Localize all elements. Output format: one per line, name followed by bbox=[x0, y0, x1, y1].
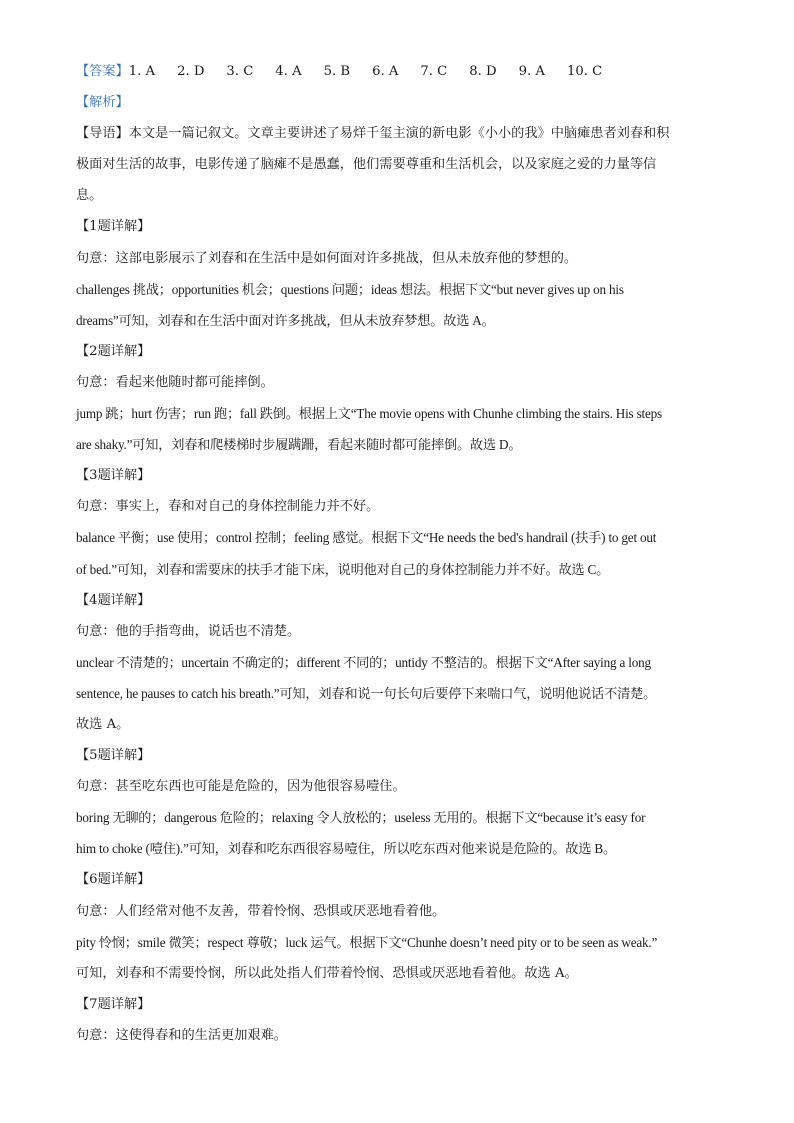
question-6-analysis-line-1: pity 怜悯；smile 微笑；respect 尊敬；luck 运气。根据下文“Chunhe doesn’t need pity or to be seen as weak.” bbox=[76, 934, 658, 950]
question-6-heading: 【6题详解】 bbox=[76, 872, 151, 888]
analysis-heading: 【解析】 bbox=[76, 95, 129, 111]
question-1-heading: 【1题详解】 bbox=[76, 219, 151, 235]
guide-line-3: 息。 bbox=[76, 188, 103, 204]
question-7-translation: 句意：这使得春和的生活更加艰难。 bbox=[76, 1027, 287, 1043]
question-4-explanation bbox=[76, 585, 726, 740]
answer-10: 10. C bbox=[566, 64, 603, 79]
answer-1: 1. A bbox=[128, 64, 156, 79]
guide-paragraph bbox=[76, 118, 726, 211]
answer-8: 8. D bbox=[469, 64, 497, 79]
question-3-explanation bbox=[76, 460, 726, 584]
question-3-heading: 【3题详解】 bbox=[76, 468, 151, 484]
answer-5: 5. B bbox=[323, 64, 351, 79]
answer-6: 6. A bbox=[372, 64, 399, 79]
answer-7: 7. C bbox=[420, 64, 448, 79]
question-5-translation: 句意：甚至吃东西也可能是危险的，因为他很容易噎住。 bbox=[76, 779, 406, 795]
guide-line-2: 极面对生活的故事，电影传递了脑瘫不是愚蠢，他们需要尊重和生活机会，以及家庭之爱的力量等信 bbox=[76, 157, 657, 173]
answer-4: 4. A bbox=[275, 64, 302, 79]
question-3-translation: 句意：事实上，春和对自己的身体控制能力并不好。 bbox=[76, 499, 380, 515]
question-4-analysis-line-2: sentence, he pauses to catch his breath.”可知，刘春和说一句长句后要停下来喘口气，说明他说话不清楚。 bbox=[76, 685, 657, 701]
question-5-explanation bbox=[76, 740, 726, 864]
question-5-heading: 【5题详解】 bbox=[76, 748, 151, 764]
guide-line-1: 【导语】本文是一篇记叙文。文章主要讲述了易烊千玺主演的新电影《小小的我》中脑瘫患者刘春和积 bbox=[76, 126, 670, 142]
question-5-analysis-line-2: him to choke (噎住).”可知，刘春和吃东西很容易噎住，所以吃东西对他来说是危险的。故选 B。 bbox=[76, 841, 616, 857]
answer-explanation-page bbox=[76, 56, 726, 1051]
question-4-analysis-line-3: 故选 A。 bbox=[76, 716, 130, 732]
question-3-analysis-line-1: balance 平衡；use 使用；control 控制；feeling 感觉。根据下文“He needs the bed's handrail (扶手) to get out bbox=[76, 530, 657, 546]
question-1-analysis-line-2: dreams”可知，刘春和在生活中面对许多挑战，但从未放弃梦想。故选 A。 bbox=[76, 312, 495, 328]
question-2-analysis-line-2: are shaky.”可知，刘春和爬楼梯时步履蹒跚，看起来随时都可能摔倒。故选 D。 bbox=[76, 437, 522, 453]
question-4-heading: 【4题详解】 bbox=[76, 592, 151, 608]
question-2-heading: 【2题详解】 bbox=[76, 343, 151, 359]
question-7-explanation bbox=[76, 989, 726, 1051]
question-6-translation: 句意：人们经常对他不友善，带着怜悯、恐惧或厌恶地看着他。 bbox=[76, 903, 446, 919]
answer-9: 9. A bbox=[518, 64, 545, 79]
answer-2: 2. D bbox=[177, 64, 205, 79]
question-1-translation: 句意：这部电影展示了刘春和在生活中是如何面对许多挑战，但从未放弃他的梦想的。 bbox=[76, 250, 578, 266]
answer-tag: 【答案】 bbox=[76, 64, 129, 79]
question-2-translation: 句意：看起来他随时都可能摔倒。 bbox=[76, 374, 274, 390]
question-7-heading: 【7题详解】 bbox=[76, 996, 151, 1012]
question-1-analysis-line-1: challenges 挑战；opportunities 机会；questions 问题；ideas 想法。根据下文“but never gives up on his bbox=[76, 281, 624, 297]
question-4-analysis-line-1: unclear 不清楚的；uncertain 不确定的；different 不同的；untidy 不整洁的。根据下文“After saying a long bbox=[76, 654, 651, 670]
answer-key-line bbox=[76, 56, 726, 87]
question-6-analysis-line-2: 可知，刘春和不需要怜悯，所以此处指人们带着怜悯、恐惧或厌恶地看着他。故选 A。 bbox=[76, 965, 578, 981]
answer-3: 3. C bbox=[226, 64, 254, 79]
question-6-explanation bbox=[76, 864, 726, 988]
question-2-explanation bbox=[76, 336, 726, 460]
question-4-translation: 句意：他的手指弯曲，说话也不清楚。 bbox=[76, 623, 301, 639]
question-5-analysis-line-1: boring 无聊的；dangerous 危险的；relaxing 令人放松的；useless 无用的。根据下文“because it’s easy for bbox=[76, 810, 646, 826]
question-3-analysis-line-2: of bed.”可知，刘春和需要床的扶手才能下床，说明他对自己的身体控制能力并不好。故选 C。 bbox=[76, 561, 610, 577]
question-1-explanation bbox=[76, 211, 726, 335]
question-2-analysis-line-1: jump 跳；hurt 伤害；run 跑；fall 跌倒。根据上文“The movie opens with Chunhe climbing the stairs. His steps bbox=[76, 406, 662, 422]
